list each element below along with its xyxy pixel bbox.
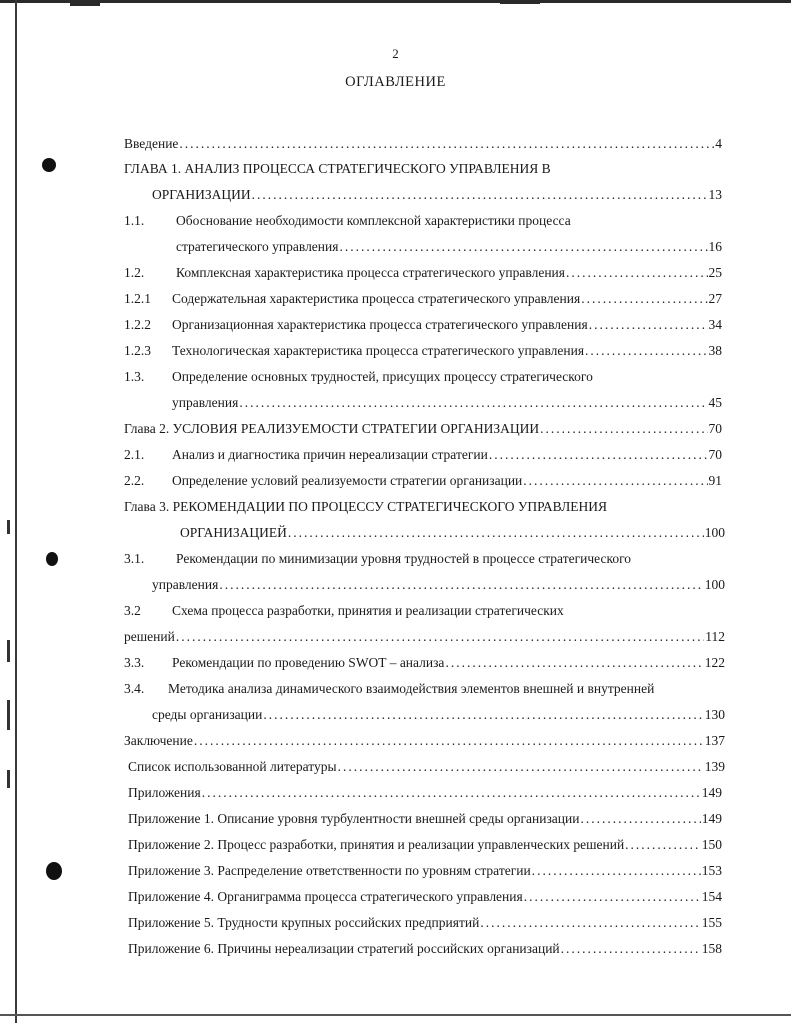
toc-entry-title: Приложения <box>128 785 201 800</box>
scan-border-left <box>15 0 17 1023</box>
leader-dots <box>239 392 707 414</box>
leader-dots <box>489 444 708 466</box>
toc-entry-appendix-2 <box>128 834 722 856</box>
toc-entry-number: 3.3. <box>124 655 145 670</box>
toc-entry-page: 13 <box>708 187 722 202</box>
leader-dots <box>176 626 704 648</box>
scan-artifact <box>7 700 10 730</box>
toc-entry-title: Приложение 6. Причины нереализации стратегий российских организаций <box>128 941 560 956</box>
leader-dots <box>532 860 701 882</box>
toc-entry-page: 158 <box>701 941 722 956</box>
toc-entry-page: 4 <box>715 136 722 151</box>
toc-entry-title: Рекомендации по минимизации уровня трудностей в процессе стратегического <box>176 551 632 566</box>
scan-artifact <box>500 0 540 4</box>
toc-entry-number: 3.4. <box>124 681 145 696</box>
toc-entry-title: Схема процесса разработки, принятия и реализации стратегических <box>172 603 564 618</box>
scan-artifact <box>7 770 10 788</box>
toc-entry-page: 27 <box>708 291 722 306</box>
leader-dots <box>480 912 700 934</box>
toc-entry-page: 25 <box>708 265 722 280</box>
toc-entry-title: Приложение 2. Процесс разработки, принятия и реализации управленческих решений <box>128 837 625 852</box>
toc-entry-title: ГЛАВА 1. АНАЛИЗ ПРОЦЕССА СТРАТЕГИЧЕСКОГО УПРАВЛЕНИЯ В <box>124 161 551 176</box>
toc-entry-1-2-3 <box>172 340 722 362</box>
ink-blot <box>42 158 56 172</box>
toc-entry-title: ОРГАНИЗАЦИИ <box>152 187 251 202</box>
toc-entry-title: Анализ и диагностика причин нереализации стратегии <box>172 447 488 462</box>
toc-entry-page: 91 <box>708 473 722 488</box>
toc-entry-page: 137 <box>704 733 725 748</box>
toc-entry-references <box>128 756 725 778</box>
toc-entry-appendix-6 <box>128 938 722 960</box>
toc-entry-title: Глава 3. РЕКОМЕНДАЦИИ ПО ПРОЦЕССУ СТРАТЕГИЧЕСКОГО УПРАВЛЕНИЯ <box>124 499 608 514</box>
toc-entry-title: среды организации <box>152 707 263 722</box>
toc-entry-chapter-1 <box>152 184 722 206</box>
leader-dots <box>252 184 708 206</box>
ink-blot <box>46 552 58 566</box>
toc-entry-number: 2.1. <box>124 447 145 462</box>
toc-entry-appendix-4 <box>128 886 722 908</box>
toc-entry-page: 149 <box>701 811 722 826</box>
toc-entry-1-2 <box>176 262 722 284</box>
toc-entry-page: 45 <box>708 395 722 410</box>
toc-entry-title: стратегического управления <box>176 239 339 254</box>
scan-border-top <box>0 0 791 3</box>
toc-entry-number: 1.2.1 <box>124 291 151 306</box>
toc-entry-title: Организационная характеристика процесса стратегического управления <box>172 317 588 332</box>
toc-entry-3-1 <box>152 574 725 596</box>
toc-entry-page: 150 <box>701 837 722 852</box>
toc-entry-title: Рекомендации по проведению SWOT – анализа <box>172 655 445 670</box>
toc-entry-page: 130 <box>704 707 725 722</box>
scan-artifact <box>7 520 10 534</box>
toc-entry-title: Список использованной литературы <box>128 759 337 774</box>
toc-entry-appendices <box>128 782 722 804</box>
toc-entry-page: 70 <box>708 421 722 436</box>
toc-entry-chapter-2 <box>124 418 722 440</box>
leader-dots <box>194 730 704 752</box>
toc-entry-appendix-1 <box>128 808 722 830</box>
toc-entry-title: Комплексная характеристика процесса стратегического управления <box>176 265 565 280</box>
leader-dots <box>540 418 707 440</box>
toc-entry-page: 100 <box>704 525 725 540</box>
toc-entry-number: 1.2. <box>124 265 145 280</box>
toc-entry-title: Введение <box>124 136 179 151</box>
toc-entry-intro <box>124 133 722 155</box>
scan-border-bottom <box>0 1014 791 1016</box>
leader-dots <box>625 834 701 856</box>
toc-entry-page: 16 <box>708 239 722 254</box>
toc-entry-3-2 <box>124 626 725 648</box>
toc-entry-title: Приложение 4. Органиграмма процесса стратегического управления <box>128 889 523 904</box>
leader-dots <box>524 886 701 908</box>
toc-entry-title: Приложение 5. Трудности крупных российских предприятий <box>128 915 480 930</box>
leader-dots <box>561 938 701 960</box>
toc-entry-number: 1.3. <box>124 369 145 384</box>
toc-entry-title: управления <box>152 577 219 592</box>
leader-dots <box>581 288 707 310</box>
toc-entry-title: решений <box>124 629 175 644</box>
toc-entry-appendix-3 <box>128 860 722 882</box>
toc-entry-title: ОРГАНИЗАЦИЕЙ <box>180 525 287 540</box>
toc-entry-1-1 <box>176 236 722 258</box>
leader-dots <box>566 262 708 284</box>
leader-dots <box>339 236 707 258</box>
toc-entry-page: 153 <box>701 863 722 878</box>
toc-entry-title: Заключение <box>124 733 193 748</box>
toc-entry-2-2 <box>172 470 722 492</box>
toc-entry-chapter-3 <box>180 522 725 544</box>
scan-artifact <box>70 0 100 6</box>
toc-entry-title: Определение условий реализуемости стратегии организации <box>172 473 523 488</box>
toc-entry-number: 1.2.3 <box>124 343 151 358</box>
leader-dots <box>202 782 701 804</box>
leader-dots <box>219 574 703 596</box>
toc-entry-1-3 <box>172 392 722 414</box>
leader-dots <box>585 340 707 362</box>
toc-entry-title: Содержательная характеристика процесса стратегического управления <box>172 291 581 306</box>
toc-entry-page: 139 <box>704 759 725 774</box>
toc-entry-title: Обоснование необходимости комплексной характеристики процесса <box>176 213 571 228</box>
toc-entry-number: 1.1. <box>124 213 145 228</box>
leader-dots <box>263 704 703 726</box>
toc-entry-2-1 <box>172 444 722 466</box>
page-title: ОГЛАВЛЕНИЕ <box>345 74 446 90</box>
toc-entry-1-2-2 <box>172 314 722 336</box>
toc-entry-title: Определение основных трудностей, присущих процессу стратегического <box>172 369 593 384</box>
toc-entry-title: Технологическая характеристика процесса стратегического управления <box>172 343 585 358</box>
page-number: 2 <box>392 46 399 61</box>
leader-dots <box>338 756 704 778</box>
toc-entry-page: 100 <box>704 577 725 592</box>
toc-entry-title: управления <box>172 395 239 410</box>
toc-entry-page: 122 <box>704 655 725 670</box>
toc-entry-3-3 <box>172 652 725 674</box>
toc-entry-page: 112 <box>705 629 725 644</box>
toc-entry-number: 2.2. <box>124 473 145 488</box>
toc-entry-number: 3.1. <box>124 551 145 566</box>
toc-entry-1-2-1 <box>172 288 722 310</box>
toc-entry-title: Приложение 1. Описание уровня турбулентности внешней среды организации <box>128 811 580 826</box>
toc-entry-title: Приложение 3. Распределение ответственности по уровням стратегии <box>128 863 531 878</box>
toc-entry-page: 149 <box>701 785 722 800</box>
toc-entry-appendix-5 <box>128 912 722 934</box>
leader-dots <box>589 314 708 336</box>
toc-entry-title: Глава 2. УСЛОВИЯ РЕАЛИЗУЕМОСТИ СТРАТЕГИИ ОРГАНИЗАЦИИ <box>124 421 540 436</box>
leader-dots <box>580 808 700 830</box>
toc-entry-page: 38 <box>708 343 722 358</box>
leader-dots <box>523 470 707 492</box>
toc-entry-number: 1.2.2 <box>124 317 151 332</box>
scan-artifact <box>7 640 10 662</box>
leader-dots <box>179 133 714 155</box>
leader-dots <box>288 522 704 544</box>
toc-entry-conclusion <box>124 730 725 752</box>
toc-entry-number: 3.2 <box>124 603 141 618</box>
leader-dots <box>445 652 703 674</box>
toc-entry-3-4 <box>152 704 725 726</box>
toc-entry-page: 70 <box>708 447 722 462</box>
toc-entry-page: 155 <box>701 915 722 930</box>
ink-blot <box>46 862 62 880</box>
toc-entry-page: 154 <box>701 889 722 904</box>
toc-entry-title: Методика анализа динамического взаимодействия элементов внешней и внутренней <box>168 681 655 696</box>
toc-entry-page: 34 <box>708 317 722 332</box>
